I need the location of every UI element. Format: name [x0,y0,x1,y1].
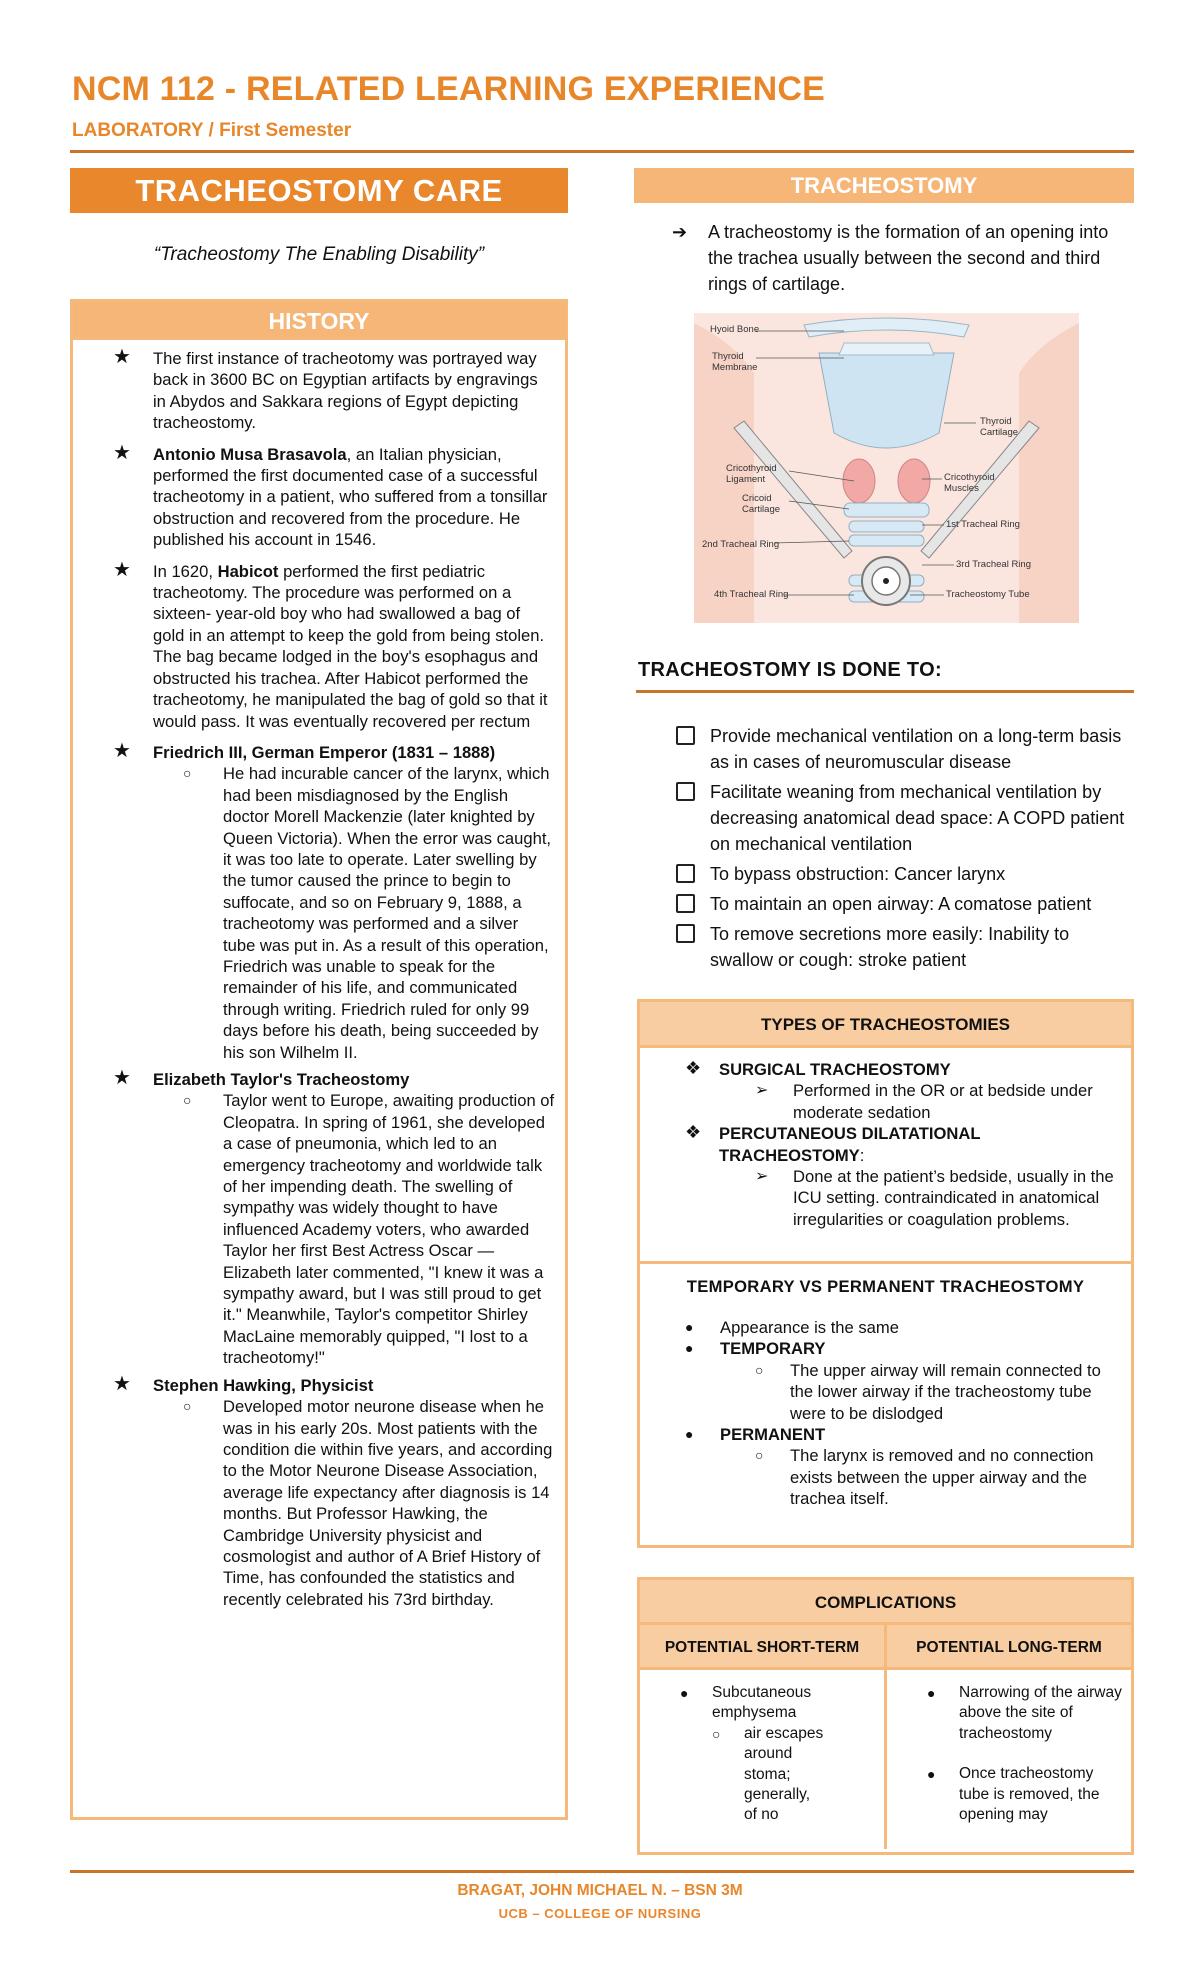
arrowhead-bullet-icon: ➢ [755,1168,769,1186]
history-item [113,558,555,732]
diamond-bullet-icon: ❖ [685,1122,702,1143]
history-item [113,441,555,551]
indication-text: Facilitate weaning from mechanical ventilation by decreasing anatomical dead space: A COPD patient on mechanical ventilation [710,782,1125,854]
checkbox-icon [676,782,695,801]
dot-bullet-icon: ● [685,1340,694,1357]
circle-bullet-icon: ○ [755,1447,764,1464]
tvp-subitem [755,1445,1121,1509]
history-name: Friedrich III, German Emperor (1831 – 1888) [153,742,496,762]
label-ring4: 4th Tracheal Ring [714,589,789,600]
indication-text: To maintain an open airway: A comatose patient [710,894,1092,914]
types-table [637,999,1134,1548]
diamond-bullet-icon: ❖ [685,1058,702,1078]
institution-line: UCB – COLLEGE OF NURSING [498,1906,702,1921]
history-item [113,1372,555,1610]
label-thyroid-membrane: Thyroid Membrane [712,351,758,373]
circle-bullet-icon: ○ [183,765,192,782]
circle-bullet-icon: ○ [183,1092,192,1109]
history-heading: HISTORY [73,302,565,340]
types-heading: TYPES OF TRACHEOSTOMIES [640,1002,1131,1048]
history-text: Taylor went to Europe, awaiting production of Cleopatra. In spring of 1961, she developed a case of pneumonia, which led to an emergency tracheotomy and worldwide talk of her impending death. The swelling of sympathy was widely thought to have influenced Academy voters, who awarded Taylor her first Best Actress Oscar — Elizabeth later commented, "I knew it was a sympathy award, but I was still proud to get it." Meanwhile, Taylor's competitor Shirley MacLaine memorably quipped, "I lost to a tracheotomy!" [223,1091,555,1368]
label-ring2: 2nd Tracheal Ring [702,539,780,550]
type-item [685,1059,1121,1080]
complication-text: Once tracheostomy tube is removed, the opening may [959,1765,1100,1824]
complication-text: air escapes around stoma; generally, of no [744,1724,824,1824]
label-tube: Tracheostomy Tube [946,589,1030,600]
history-body [73,340,565,1610]
complication-text: Subcutaneous emphysema [712,1684,812,1722]
label-cricothyroid-ligament: Cricothyroid Ligament [726,463,777,485]
indication-item [676,891,1136,917]
indication-item [676,779,1136,857]
author-line: BRAGAT, JOHN MICHAEL N. – BSN 3M [457,1882,743,1899]
history-name: Stephen Hawking, Physicist [153,1375,374,1395]
star-bullet-icon: ★ [113,1372,131,1395]
history-subitem [183,763,555,1063]
document-subtitle: LABORATORY / First Semester [72,120,352,141]
history-text: , an Italian physician, performed the first documented case of a successful tracheotomy in a patient, who suffered from a tonsillar obstruction and recovered from the procedure. He published his account in 1546. [153,444,548,550]
indications-list [676,723,1136,977]
dot-bullet-icon: ● [927,1766,936,1783]
history-subitem [183,1396,555,1610]
tvp-item [685,1424,1121,1445]
tvp-text: Appearance is the same [720,1318,899,1337]
complications-heading: COMPLICATIONS [640,1580,1131,1625]
checkbox-icon [676,894,695,913]
type-desc: Performed in the OR or at bedside under moderate sedation [793,1081,1093,1122]
history-item [113,1069,555,1369]
star-bullet-icon: ★ [113,441,131,464]
anatomy-diagram [694,313,1079,623]
footer-divider [70,1870,1134,1873]
star-bullet-icon: ★ [113,739,131,762]
types-body [640,1048,1131,1264]
dot-bullet-icon: ● [685,1426,694,1443]
circle-bullet-icon: ○ [712,1725,721,1742]
label-cricoid: Cricoid Cartilage [742,493,781,515]
definition-text: A tracheostomy is the formation of an opening into the trachea usually between the second and third rings of cartilage. [708,222,1109,294]
history-text: In 1620, [153,561,218,581]
complication-subitem [712,1724,876,1826]
history-name: Habicot [217,561,279,581]
history-item [113,348,555,434]
type-desc-item [755,1080,1121,1123]
tvp-text: The upper airway will remain connected to the lower airway if the tracheostomy tube were to be dislodged [790,1360,1101,1423]
tvp-title: TEMPORARY [720,1339,826,1359]
star-bullet-icon: ★ [113,1067,131,1089]
definition [672,219,1132,297]
type-title: SURGICAL TRACHEOSTOMY [719,1060,951,1079]
indication-text: Provide mechanical ventilation on a long-term basis as in cases of neuromuscular disease [710,726,1122,772]
indications-title: TRACHEOSTOMY IS DONE TO: [638,659,942,681]
checkbox-icon [676,924,695,943]
main-banner: TRACHEOSTOMY CARE [70,168,568,213]
dot-bullet-icon: ● [927,1685,936,1701]
complications-table [637,1577,1134,1855]
indication-item [676,921,1136,973]
star-bullet-icon: ★ [113,558,131,581]
label-cricothyroid-muscles: Cricothyroid Muscles [944,472,995,494]
checkbox-icon [676,864,695,883]
temp-vs-perm-heading: TEMPORARY VS PERMANENT TRACHEOSTOMY [686,1277,1085,1296]
history-name: Elizabeth Taylor's Tracheostomy [153,1070,410,1089]
tvp-item [685,1338,1121,1359]
circle-bullet-icon: ○ [755,1361,764,1378]
type-title: PERCUTANEOUS DILATATIONAL TRACHEOSTOMY [719,1124,981,1165]
tvp-title: PERMANENT [720,1425,826,1445]
complication-item [927,1764,1123,1825]
label-ring1: 1st Tracheal Ring [946,519,1020,530]
tvp-subitem [755,1360,1121,1424]
circle-bullet-icon: ○ [183,1398,192,1415]
history-text: Developed motor neurone disease when he was in his early 20s. Most patients with the condition die within five years, and according to the Motor Neurone Disease Association, average life expectancy after diagnosis is 14 months. But Professor Hawking, the Cambridge University physicist and cosmologist and author of A Brief History of Time, has confounded the statistics and recently celebrated his 73rd birthday. [223,1397,553,1609]
indication-item [676,861,1136,887]
header-divider [70,150,1134,153]
column-header-long-term: POTENTIAL LONG-TERM [884,1625,1131,1667]
complication-text: Narrowing of the airway above the site of tracheostomy [959,1684,1122,1742]
arrowhead-bullet-icon: ➢ [755,1082,769,1100]
history-section [70,299,568,1820]
arrow-right-icon: ➔ [672,222,688,242]
tvp-text: The larynx is removed and no connection exists between the upper airway and the trachea itself. [790,1446,1094,1509]
type-item [685,1123,1121,1166]
long-term-cell [884,1670,1131,1849]
complication-item [680,1683,876,1724]
quote: “Tracheostomy The Enabling Disability” [153,244,485,265]
history-text: performed the first pediatric tracheotomy. The procedure was performed on a sixteen- year-old boy who had swallowed a bag of gold in an attempt to keep the gold from being stolen. The bag became lodged in the boy's esophagus and obstructed his trachea. After Habicot performed the tracheotomy, he manipulated the bag of gold so that it would pass. It was eventually recovered per rectum [153,561,548,731]
label-ring3: 3rd Tracheal Ring [956,559,1031,570]
label-thyroid-cartilage: Thyroid Cartilage [980,416,1019,438]
indication-text: To remove secretions more easily: Inability to swallow or cough: stroke patient [710,924,1070,970]
document-title: NCM 112 - RELATED LEARNING EXPERIENCE [72,70,825,108]
column-header-short-term: POTENTIAL SHORT-TERM [664,1639,860,1656]
temp-vs-perm-body [640,1297,1131,1510]
complications-body [640,1670,1131,1849]
dot-bullet-icon: ● [680,1685,689,1701]
history-name: Antonio Musa Brasavola [153,444,347,464]
type-desc-item [755,1166,1121,1230]
checkbox-icon [676,726,695,745]
indication-text: To bypass obstruction: Cancer larynx [710,864,1006,884]
complication-item [927,1683,1123,1744]
type-colon: : [859,1145,865,1165]
dot-bullet-icon: ● [685,1319,694,1335]
history-subitem [183,1090,555,1368]
tracheostomy-banner: TRACHEOSTOMY [634,168,1134,203]
label-hyoid: Hyoid Bone [710,324,760,335]
tvp-item [685,1317,1121,1338]
history-text: The first instance of tracheotomy was portrayed way back in 3600 BC on Egyptian artifacts by engravings in Abydos and Sakkara regions of Egypt depicting tracheostomy. [153,349,538,433]
indications-divider [636,690,1134,693]
indication-item [676,723,1136,775]
complications-column-headers [640,1625,1131,1670]
history-text: He had incurable cancer of the larynx, which had been misdiagnosed by the English doctor Morell Mackenzie (later knighted by Queen Victoria). When the error was caught, it was too late to operate. Later swelling by the tumor caused the prince to begin to suffocate, and so on February 9, 1888, a tracheotomy was performed and a silver tube was put in. As a result of this operation, Friedrich was unable to speak for the remainder of his life, and communicated through writing. Friedrich ruled for only 99 days before his death, being succeeded by his son Wilhelm II. [223,764,552,1062]
type-desc: Done at the patient’s bedside, usually in the ICU setting. contraindicated in anatomical irregularities or coagulation problems. [793,1167,1114,1229]
history-item [113,739,555,1063]
star-bullet-icon: ★ [113,346,131,368]
short-term-cell [640,1670,884,1849]
